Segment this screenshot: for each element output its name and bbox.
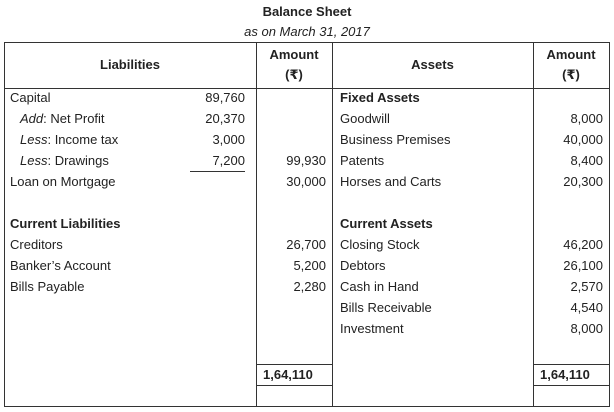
- less-rest: : Income tax: [47, 132, 119, 147]
- loan-value: 30,000: [286, 174, 326, 189]
- business-premises-value: 40,000: [563, 132, 603, 147]
- amount-unit-right: (₹): [562, 67, 580, 82]
- assets-header: Assets: [411, 57, 454, 72]
- patents-value: 8,400: [570, 153, 603, 168]
- table-right-border: [609, 42, 610, 407]
- fixed-assets-heading: Fixed Assets: [340, 90, 420, 105]
- net-profit-value: 20,370: [205, 111, 245, 126]
- liabilities-header: Liabilities: [100, 57, 160, 72]
- cash-in-hand-value: 2,570: [570, 279, 603, 294]
- banker-account-label: Banker’s Account: [10, 258, 111, 273]
- header-bottom-border: [4, 88, 610, 89]
- add-net-profit-label: [20, 109, 105, 129]
- document-subtitle: as on March 31, 2017: [244, 24, 370, 39]
- current-liabilities-heading: Current Liabilities: [10, 216, 121, 231]
- amount-header-left: Amount: [269, 47, 319, 62]
- investment-label: Investment: [340, 321, 404, 336]
- closing-stock-value: 46,200: [563, 237, 603, 252]
- business-premises-label: Business Premises: [340, 132, 451, 147]
- table-top-border: [4, 42, 610, 43]
- add-word: Add: [20, 111, 44, 126]
- subtotal-underline: [190, 171, 245, 172]
- column-divider-1: [256, 42, 257, 407]
- debtors-label: Debtors: [340, 258, 386, 273]
- less-drawings-label: [20, 151, 109, 171]
- creditors-label: Creditors: [10, 237, 63, 252]
- capital-total: 99,930: [286, 153, 326, 168]
- horses-carts-label: Horses and Carts: [340, 174, 442, 189]
- amount-unit-left: (₹): [285, 67, 303, 82]
- amount-header-right: Amount: [546, 47, 596, 62]
- capital-label: Capital: [10, 90, 51, 105]
- bills-receivable-label: Bills Receivable: [340, 300, 432, 315]
- column-divider-2: [332, 42, 333, 407]
- liabilities-total: 1,64,110: [263, 367, 313, 382]
- goodwill-value: 8,000: [570, 111, 603, 126]
- less-income-tax-label: [20, 130, 118, 150]
- column-divider-3: [533, 42, 534, 407]
- table-left-border: [4, 42, 5, 407]
- less-word: Less: [20, 132, 48, 147]
- horses-carts-value: 20,300: [563, 174, 603, 189]
- investment-value: 8,000: [570, 321, 603, 336]
- bills-receivable-value: 4,540: [570, 300, 603, 315]
- loan-label: Loan on Mortgage: [10, 174, 116, 189]
- add-rest: : Net Profit: [43, 111, 105, 126]
- current-assets-heading: Current Assets: [340, 216, 433, 231]
- creditors-value: 26,700: [286, 237, 326, 252]
- document-title: Balance Sheet: [262, 4, 352, 19]
- assets-total: 1,64,110: [540, 367, 590, 382]
- total-bottom-border-right: [533, 385, 610, 386]
- banker-account-value: 5,200: [293, 258, 326, 273]
- total-bottom-border: [256, 385, 332, 386]
- closing-stock-label: Closing Stock: [340, 237, 420, 252]
- capital-value: 89,760: [205, 90, 245, 105]
- bills-payable-label: Bills Payable: [10, 279, 85, 294]
- goodwill-label: Goodwill: [340, 111, 390, 126]
- debtors-value: 26,100: [563, 258, 603, 273]
- less-rest: : Drawings: [47, 153, 109, 168]
- drawings-value: 7,200: [212, 153, 245, 168]
- less-word: Less: [20, 153, 48, 168]
- bills-payable-value: 2,280: [293, 279, 326, 294]
- table-bottom-border: [4, 406, 610, 407]
- patents-label: Patents: [340, 153, 385, 168]
- cash-in-hand-label: Cash in Hand: [340, 279, 419, 294]
- income-tax-value: 3,000: [212, 132, 245, 147]
